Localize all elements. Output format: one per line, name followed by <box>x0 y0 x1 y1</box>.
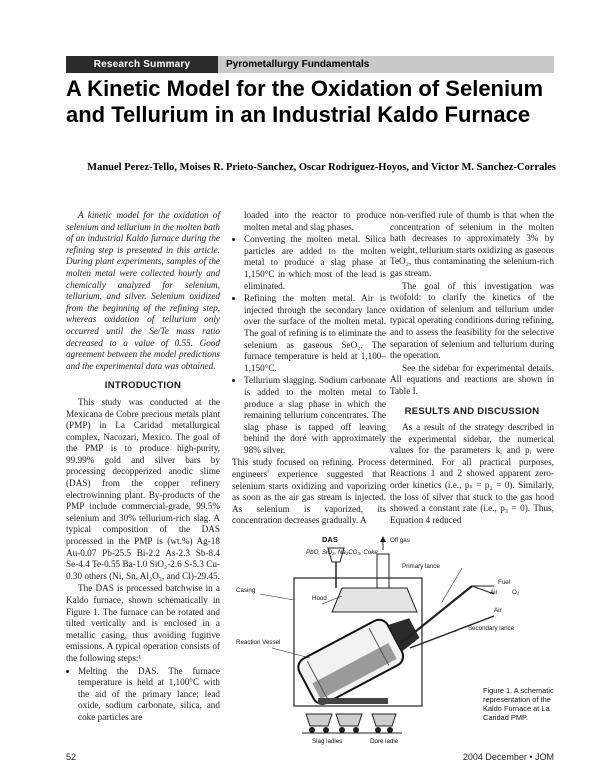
fuel-label: Fuel <box>498 579 511 586</box>
ladle-wheel <box>387 727 393 733</box>
das-label: DAS <box>322 535 338 544</box>
journal-issue: 2004 December • JOM <box>462 752 554 762</box>
figure-caption: Figure 1. A schematic representation of the Kaldo Furnace at La Caridad PMP. <box>483 686 554 722</box>
off-gas-duct <box>377 554 389 588</box>
slag-ladle <box>306 714 332 726</box>
introduction-heading: INTRODUCTION <box>104 380 182 392</box>
intro-paragraph-2: The DAS is processed batchwise in a Kaldo furnace, shown schematically in Figure 1. The furnace can be rotated and tilted vertically and is enclosed in a metallic casing, thus avoiding fugitive emissions. A typical operation consists of the following steps:¹ <box>66 583 220 663</box>
body-paragraph: As a result of the strategy described in the experimental sidebar, the numerical values for the parameters kᵢ and pᵢ were determined. For all practical purposes, Reactions 1 and 2 showed apparent zero-order kinetics (i.e., pₛ = p₂ = 0). Similarly, the loss of silver that stuck to the gas hood showed a constant rate (i.e., p₃ = 0). Thus, Equation 4 reduced <box>390 422 554 525</box>
column-3 <box>390 210 554 527</box>
das-composition-label: PbO, SiO₂, Na₂CO₃, Coke <box>306 549 378 556</box>
list-item: • Refining the molten metal. Air is injected through the secondary lance over the surface of the molten metal. The goal of refining is to eliminate the selenium as gaseous SeO₂. The furnace temperature is held at 1,100–1,150°C. <box>244 293 386 374</box>
body-paragraph: The goal of this investigation was twofold: to clarify the kinetics of the oxidation of selenium and tellurium under typical operating conditions during refining, and to assess the feasibility for the selective separation of selenium and tellurium during the operation. <box>390 280 554 361</box>
ladle-wheel <box>323 727 329 733</box>
list-continuation: loaded into the reactor to produce molten metal and slag phases. <box>244 210 386 232</box>
hood-label: Hood <box>312 595 327 602</box>
air-secondary-label: Air <box>494 607 502 614</box>
secondary-lance-label: Secondary lance <box>468 625 515 632</box>
off-gas-arrowhead <box>380 536 386 542</box>
slag-ladles-label: Slag ladles <box>312 738 343 745</box>
body-paragraph: non-verified rule of thumb is that when the concentration of selenium in the molten bath decreases to approximately 3% by weight, tellurium starts oxidizing as gaseous TeO₂, thus contaminating the selenium-rich gas stream. <box>390 210 554 278</box>
dore-ladle-shape <box>372 714 396 726</box>
casing-label: Casing <box>236 587 256 594</box>
reaction-vessel <box>295 606 426 707</box>
ladle-wheel <box>353 727 359 733</box>
article-title: A Kinetic Model for the Oxidation of Selenium and Tellurium in an Industrial Kaldo Furnace <box>66 76 544 127</box>
intro-paragraph-1: This study was conducted at the Mexicana de Cobre precious metals plant (PMP) in La Caridad metallurgical complex, Nacozari, Mexico. The goal of the PMP is to produce high-purity, 99.99% gold and silver bars by processing decopperized anodic slime (DAS) from the copper refinery electrowinning plant. By-products of the PMP include commercial-grade, 99.5% selenium and 30% tellurium-rich slag. A typical composition of the DAS processed in the PMP is (wt.%) Ag-18 Au-0.07 Pb-25.5 Bi-2.2 As-2.3 Sb-8.4 Se-4.4 Te-0.55 Ba-1.0 SiO₂-2.6 S-5.3 Cu-0.30 others (Ni, Sn, Al₂O₃, and Cl)-29.45. <box>66 396 220 581</box>
ladle-wheel <box>309 727 315 733</box>
research-summary-tag: Research Summary <box>66 56 218 73</box>
results-heading: RESULTS AND DISCUSSION <box>404 405 540 417</box>
off-gas-label: Off gas <box>390 537 410 544</box>
primary-lance <box>400 586 472 644</box>
reaction-vessel-label: Reaction Vessel <box>236 639 281 646</box>
authors: Manuel Perez-Tello, Moises R. Prieto-Sanchez, Oscar Rodriguez-Hoyos, and Victor M. Sanchez-Corrales <box>87 162 556 173</box>
air-label: Air <box>490 589 498 596</box>
slag-ladle <box>336 714 362 726</box>
ladle-wheel <box>339 727 345 733</box>
article-header <box>66 56 554 73</box>
ladle-wheel <box>375 727 381 733</box>
primary-lance-label: Primary lance <box>402 563 440 570</box>
secondary-lance <box>410 616 494 648</box>
list-item: • Melting the DAS. The furnace temperature is held at 1,100°C with the aid of the primary lance; lead oxide, sodium carbonate, silica, and coke particles are <box>78 666 220 724</box>
page-number: 52 <box>66 752 77 762</box>
body-paragraph: See the sidebar for experimental details. All equations and reactions are shown in Table I. <box>390 362 554 396</box>
column-1 <box>66 210 220 725</box>
steps-list-continued <box>232 234 386 456</box>
list-item: • Converting the molten metal. Silica particles are added to the molten metal to produce a slag phase at 1,150°C in which most of the lead is eliminated. <box>244 234 386 292</box>
dore-ladle-label: Dore ladle <box>370 738 399 745</box>
vessel-leader <box>272 648 310 658</box>
column-2 <box>232 210 386 528</box>
casing-leader <box>260 594 294 600</box>
steps-list <box>66 666 220 724</box>
secondary-lance-leader <box>454 626 466 632</box>
hood <box>332 588 417 612</box>
list-item: • Tellurium slagging. Sodium carbonate is added to the molten metal to produce a slag phase in which the remaining tellurium concentrates. The slag phase is tapped off leaving behind the doré with approximately 98% silver. <box>244 375 386 456</box>
vessel-support <box>318 698 388 704</box>
body-paragraph: This study focused on refining. Process engineers' experience suggested that selenium starts oxidizing and vaporizing as soon as the air gas stream is injected. As selenium is vaporized, its concentration decreases gradually. A <box>232 457 386 526</box>
section-label: Pyrometallurgy Fundamentals <box>218 56 554 73</box>
oxygen-label: O₂ <box>512 589 520 596</box>
abstract: A kinetic model for the oxidation of selenium and tellurium in the molten bath of an industrial Kaldo furnace during the refining step is presented in this article. During plant experiments, samples of the molten metal were collected hourly and chemically analyzed for selenium, tellurium, and silver. Selenium oxidized from the beginning of the refining step, whereas oxidation of tellurium only occurred until the Se/Te mass ratio decreased to a value of 0.55. Good agreement between the model predictions and the experimental data was obtained. <box>66 210 220 371</box>
